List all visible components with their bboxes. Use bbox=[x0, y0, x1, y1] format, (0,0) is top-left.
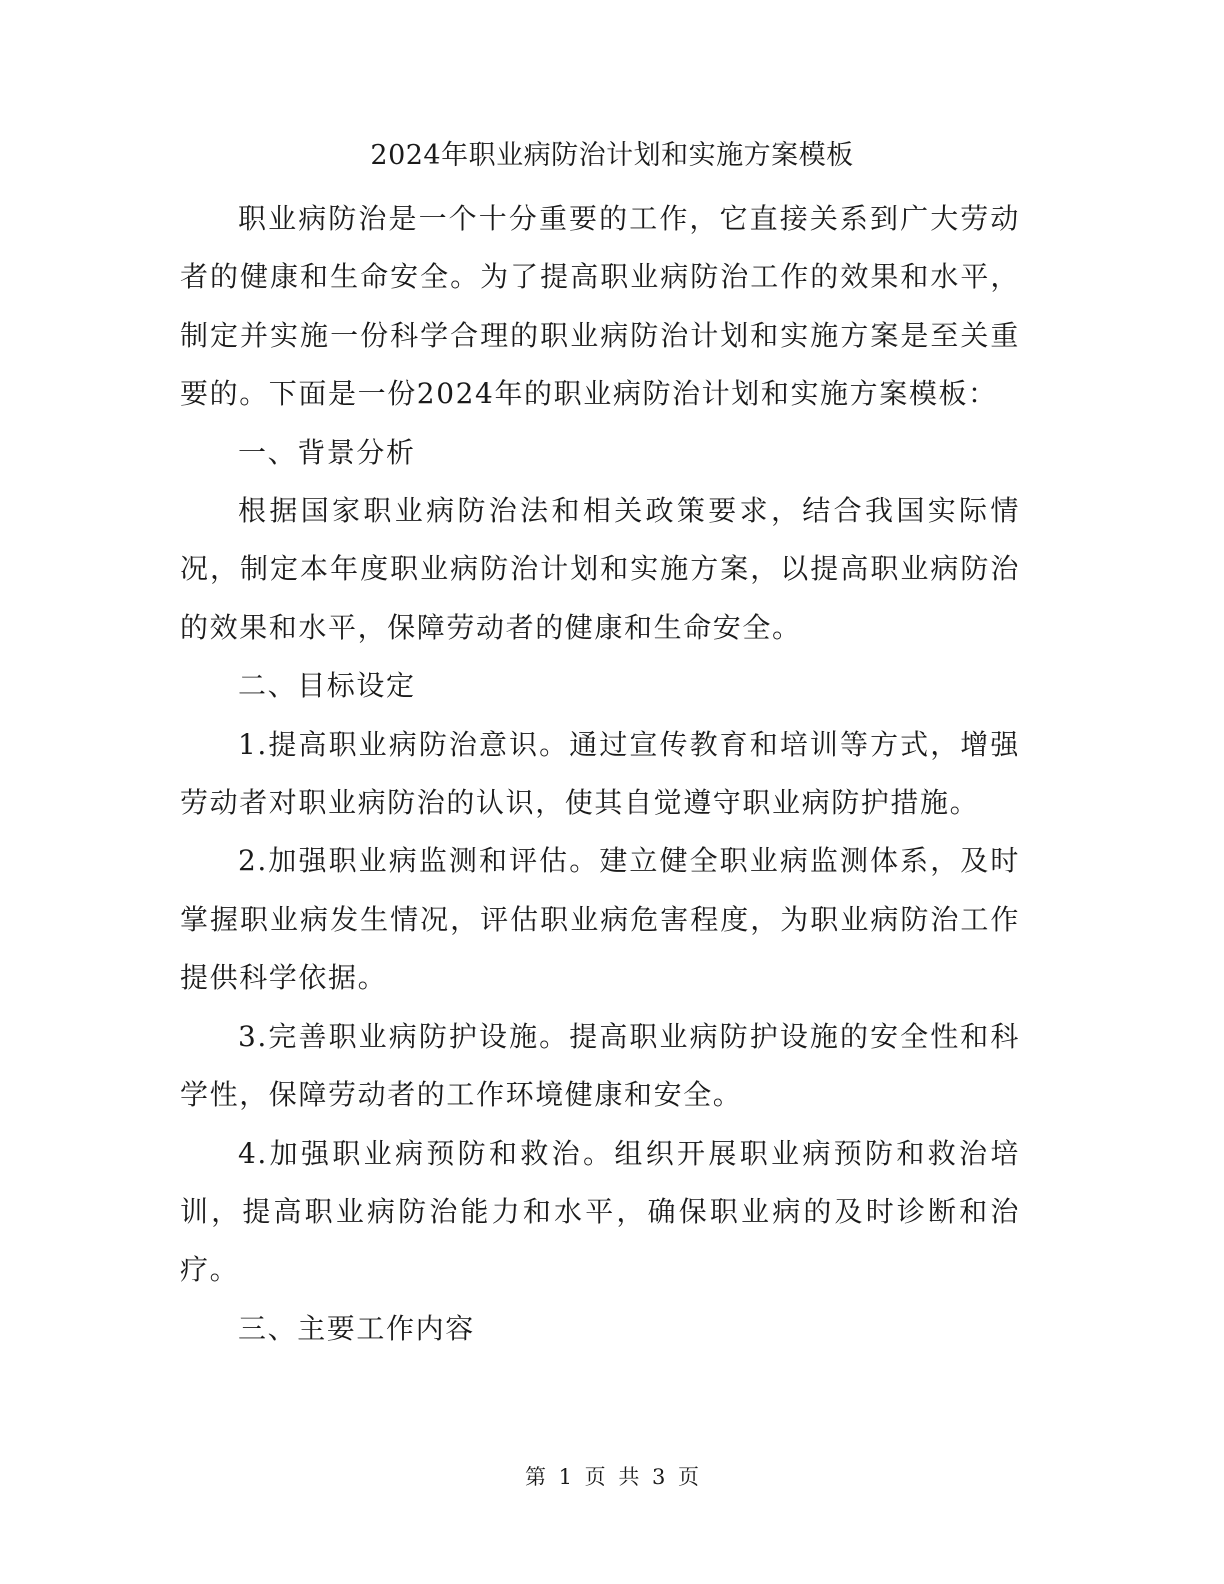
goal-item-2: 2.加强职业病监测和评估。建立健全职业病监测体系，及时掌握职业病发生情况，评估职业病危害程度，为职业病防治工作提供科学依据。 bbox=[180, 844, 1020, 995]
goal-item-4: 4.加强职业病预防和救治。组织开展职业病预防和救治培训，提高职业病防治能力和水平，确保职业病的及时诊断和治疗。 bbox=[180, 1136, 1020, 1287]
background-paragraph: 根据国家职业病防治法和相关政策要求，结合我国实际情况，制定本年度职业病防治计划和实施方案，以提高职业病防治的效果和水平，保障劳动者的健康和生命安全。 bbox=[180, 494, 1020, 644]
document-title: 2024年职业病防治计划和实施方案模板 bbox=[370, 140, 854, 171]
page-number-footer: 第 1 页 共 3 页 bbox=[524, 1465, 700, 1489]
document-body bbox=[180, 190, 1020, 1358]
intro-paragraph: 职业病防治是一个十分重要的工作，它直接关系到广大劳动者的健康和生命安全。为了提高职业病防治工作的效果和水平，制定并实施一份科学合理的职业病防治计划和实施方案是至关重要的。下面是一份2024年的职业病防治计划和实施方案模板： bbox=[180, 202, 1020, 411]
section-heading-background: 一、背景分析 bbox=[238, 435, 416, 469]
goal-item-3: 3.完善职业病防护设施。提高职业病防护设施的安全性和科学性，保障劳动者的工作环境健康和安全。 bbox=[180, 1019, 1020, 1112]
goal-item-1: 1.提高职业病防治意识。通过宣传教育和培训等方式，增强劳动者对职业病防治的认识，使其自觉遵守职业病防护措施。 bbox=[180, 727, 1020, 820]
section-heading-main-work: 三、主要工作内容 bbox=[238, 1311, 475, 1345]
section-heading-goals: 二、目标设定 bbox=[238, 669, 416, 703]
